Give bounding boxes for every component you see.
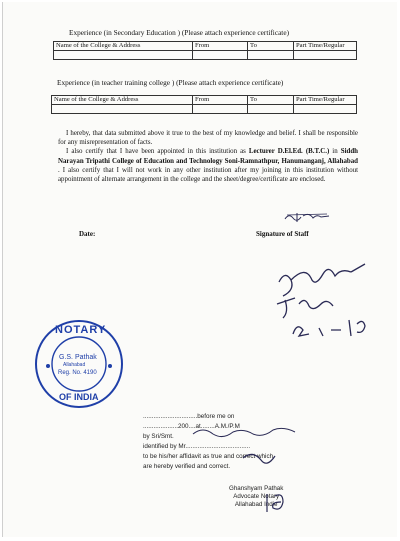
table-row <box>54 51 357 60</box>
notary-line-6: are hereby verified and correct. <box>143 463 231 470</box>
advocate-title: Advocate Notary <box>233 493 280 500</box>
stamp-name: G.S. Pathak <box>59 354 97 361</box>
column-header-from: From <box>193 96 248 105</box>
notary-line-5: to be his/her affidavit as true and correct which <box>143 453 274 460</box>
experience-table-secondary <box>53 41 357 60</box>
table-cell <box>52 105 193 114</box>
declaration-text <box>58 129 358 184</box>
table-cell <box>54 51 193 60</box>
table-header-row <box>52 96 357 105</box>
stamp-reg: Reg. No. 4190 <box>58 370 97 376</box>
table-cell <box>193 51 248 60</box>
notary-stamp <box>33 318 125 410</box>
date-label: Date: <box>79 230 96 238</box>
stamp-bottom-word: OF INDIA <box>59 392 99 402</box>
declaration-line-1: I hereby, that data submitted above it true to the best of my knowledge and belief. I shall be responsible for any misrepresentation of facts. <box>58 130 358 147</box>
column-header-to: To <box>248 42 294 51</box>
handwritten-signature-small <box>283 210 333 226</box>
table-cell <box>248 51 294 60</box>
column-header-from: From <box>193 42 248 51</box>
designation-text: Lecturer D.El.Ed. (B.T.C.) <box>248 148 330 156</box>
column-header-part-time: Part Time/Regular <box>294 96 357 105</box>
column-header-college: Name of the College & Address <box>54 42 193 51</box>
table-cell <box>294 51 357 60</box>
declaration-text-span: in <box>329 148 341 156</box>
section-heading-teacher-training: Experience (in teacher training college ) (Please attach experience certificate) <box>57 78 284 87</box>
stamp-place: Allahabad <box>63 362 86 368</box>
handwritten-notary-entry <box>183 420 313 480</box>
declaration-line-2 <box>58 147 358 184</box>
notary-line-2: ....................200....at........A.M./P.M <box>143 423 240 430</box>
stamp-top-word: NOTARY <box>55 324 107 336</box>
table-header-row <box>54 42 357 51</box>
advocate-place: Allahabad Indie <box>234 501 278 508</box>
signature-label: Signature of Staff <box>256 230 309 238</box>
section-heading-secondary: Experience (in Secondary Education ) (Please attach experience certificate) <box>69 28 290 37</box>
table-cell <box>294 105 357 114</box>
notary-line-1: ...............................before me on <box>143 413 235 420</box>
handwritten-signature-large <box>265 260 375 340</box>
column-header-college: Name of the College & Address <box>52 96 193 105</box>
notary-line-3: by Sri/Smt. <box>143 433 174 440</box>
advocate-name: Ghanshyam Pathak <box>229 485 284 492</box>
column-header-to: To <box>248 96 294 105</box>
table-cell <box>193 105 248 114</box>
declaration-text-span: . I also certify that I will not work in any other institution after my joining in this institution without appointment of alternate arrangement in the college and the sheet/degree/certificate are enclosed. <box>58 166 358 184</box>
document-page <box>2 2 397 537</box>
column-header-part-time: Part Time/Regular <box>294 42 357 51</box>
table-row <box>52 105 357 114</box>
handwritten-date-mark <box>261 490 291 518</box>
notary-line-4: identified by Mr..................................... <box>143 443 251 450</box>
institution-name: Siddh Narayan Tripathi College of Education and Technology Soni-Ramnathpur, Hanumanganj, Allahabad <box>58 148 358 165</box>
table-cell <box>248 105 294 114</box>
declaration-text-span: I also certify that I have been appointed in this institution as <box>66 148 249 156</box>
experience-table-teacher-training <box>51 95 357 114</box>
